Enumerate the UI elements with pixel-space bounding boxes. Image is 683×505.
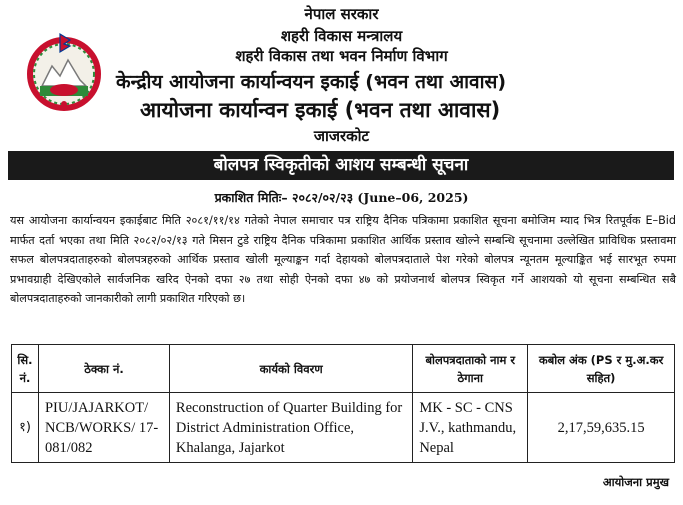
- header-contract-no: ठेक्का नं.: [38, 345, 169, 393]
- header-amount: कबोल अंक (PS र मु.अ.कर सहित): [528, 345, 675, 393]
- table-row: [12, 393, 675, 463]
- project-unit-title: आयोजना कार्यान्वन इकाई (भवन तथा आवास): [140, 98, 501, 122]
- cell-amount: 2,17,59,635.15: [528, 393, 675, 463]
- cell-sn: १): [12, 393, 39, 463]
- header-description: कार्यको विवरण: [169, 345, 412, 393]
- table-header-row: [12, 345, 675, 393]
- published-label: प्रकाशित मितिः–: [214, 190, 288, 205]
- ministry-title: शहरी विकास मन्त्रालय: [280, 27, 403, 45]
- signoff-title: आयोजना प्रमुख: [602, 475, 669, 489]
- contract-table: [11, 344, 675, 463]
- location-title: जाजरकोट: [313, 127, 370, 145]
- cell-contract-no: PIU/JAJARKOT/ NCB/WORKS/ 17-081/082: [38, 393, 169, 463]
- department-title: शहरी विकास तथा भवन निर्माण विभाग: [235, 47, 448, 65]
- govt-title: नेपाल सरकार: [304, 5, 379, 23]
- header-sn: सि. नं.: [12, 345, 39, 393]
- cell-description: Reconstruction of Quarter Building for District Administration Office, Khalanga, Jajarkot: [169, 393, 412, 463]
- central-unit-title: केन्द्रीय आयोजना कार्यान्वयन इकाई (भवन तथा आवास): [116, 71, 507, 93]
- notice-title-bar: बोलपत्र स्विकृतीको आशय सम्बन्धी सूचना: [8, 151, 674, 180]
- published-date-value: २०८२/०२/२३ (June–06, 2025): [291, 190, 469, 205]
- published-date: [0, 189, 683, 206]
- notice-body: यस आयोजना कार्यान्वयन इकाईबाट मिति २०८१/११/१४ गतेको नेपाल समाचार पत्र राष्ट्रिय दैनिक पत्रिकामा प्रकाशित सूचना बमोजिम म्याद भित्र रितपूर्वक E–Bid मार्फत दर्ता भएका तथा मिति २०८२/०२/१३ गते मिसन टुडे राष्ट्रिय दैनिक पत्रिकामा प्रकाशित आर्थिक प्रस्ताव खोल्ने सम्बन्धि सूचनामा उल्लेखित प्राविधिक प्रस्तावमा सफल बोलपत्रदाताहरुको बोलपत्रहरुको आर्थिक प्रस्ताव खोली मूल्याङ्कन गर्दा देहायको बोलपत्रदाताले पेश गरेको बोलपत्र न्यूनतम मूल्याङ्कित भई सारभूत रुपमा प्रभावग्राही देखिएकोले सार्वजनिक खरिद ऐनको दफा २७ तथा सोही ऐनको दफा ४७ को प्रयोजनार्थ बोलपत्र स्विकृत गर्ने आशयको यो सूचना सम्बन्धित सबै बोलपत्रदाताहरुको जानकारीको लागी प्रकाशित गरिएको छ।: [10, 214, 676, 305]
- cell-bidder: MK - SC - CNS J.V., kathmandu, Nepal: [413, 393, 528, 463]
- header-bidder: बोलपत्रदाताको नाम र ठेगाना: [413, 345, 528, 393]
